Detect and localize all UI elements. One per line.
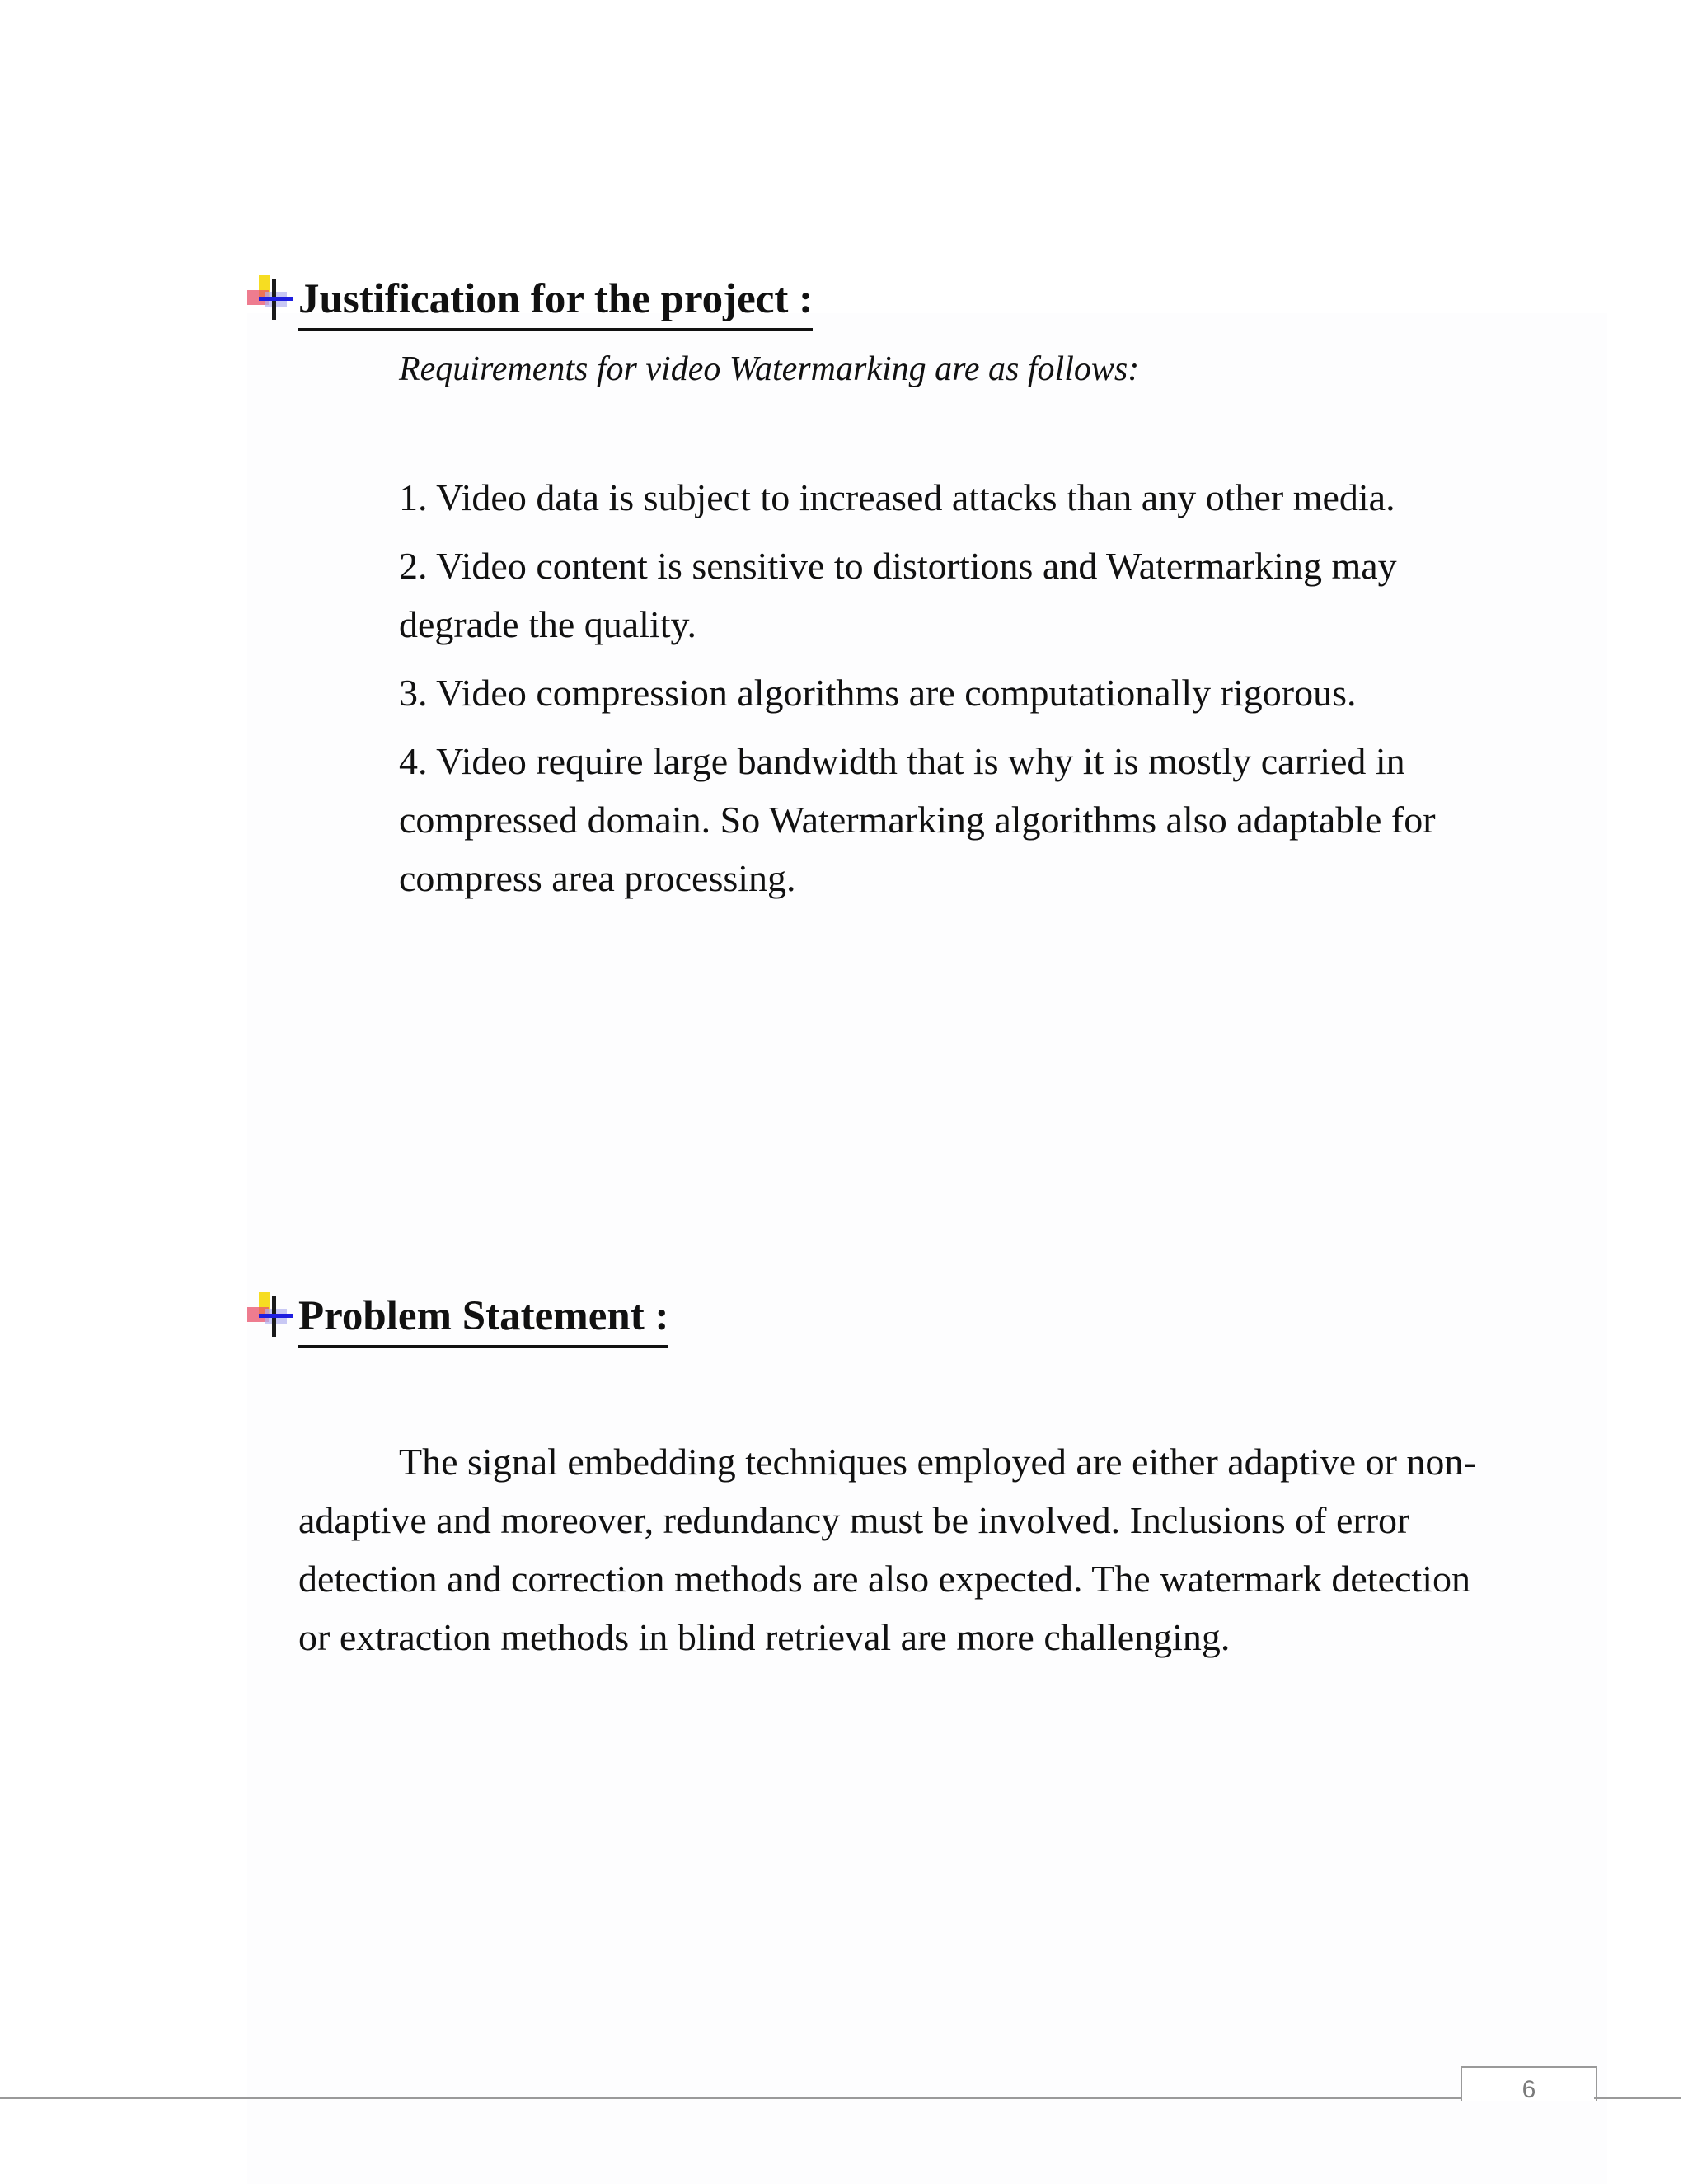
cross-bullet-icon (247, 275, 300, 325)
list-item: 2. Video content is sensitive to distortions and Watermarking may degrade the quality. (399, 545, 1397, 645)
cross-bullet-icon (247, 1292, 300, 1342)
requirements-list (399, 468, 1495, 917)
footer-rule-left (0, 2097, 1461, 2099)
problem-heading: Problem Statement : (298, 1287, 668, 1348)
problem-paragraph: The signal embedding techniques employed are either adaptive or non-adaptive and moreover, redundancy must be involved. Inclusions of error detection and correction methods are also expected. The watermark detection or extraction methods in blind retrieval are more challenging. (298, 1441, 1476, 1658)
list-item: 4. Video require large bandwidth that is why it is mostly carried in compressed domain. So Watermarking algorithms also adaptable for compress area processing. (399, 740, 1436, 899)
requirements-intro: Requirements for video Watermarking are as follows: (399, 350, 1140, 388)
page-number: 6 (1522, 2076, 1536, 2103)
list-item: 1. Video data is subject to increased attacks than any other media. (399, 476, 1395, 518)
footer-rule-right (1594, 2097, 1681, 2099)
list-item: 3. Video compression algorithms are computationally rigorous. (399, 672, 1357, 714)
justification-heading: Justification for the project : (298, 270, 813, 331)
